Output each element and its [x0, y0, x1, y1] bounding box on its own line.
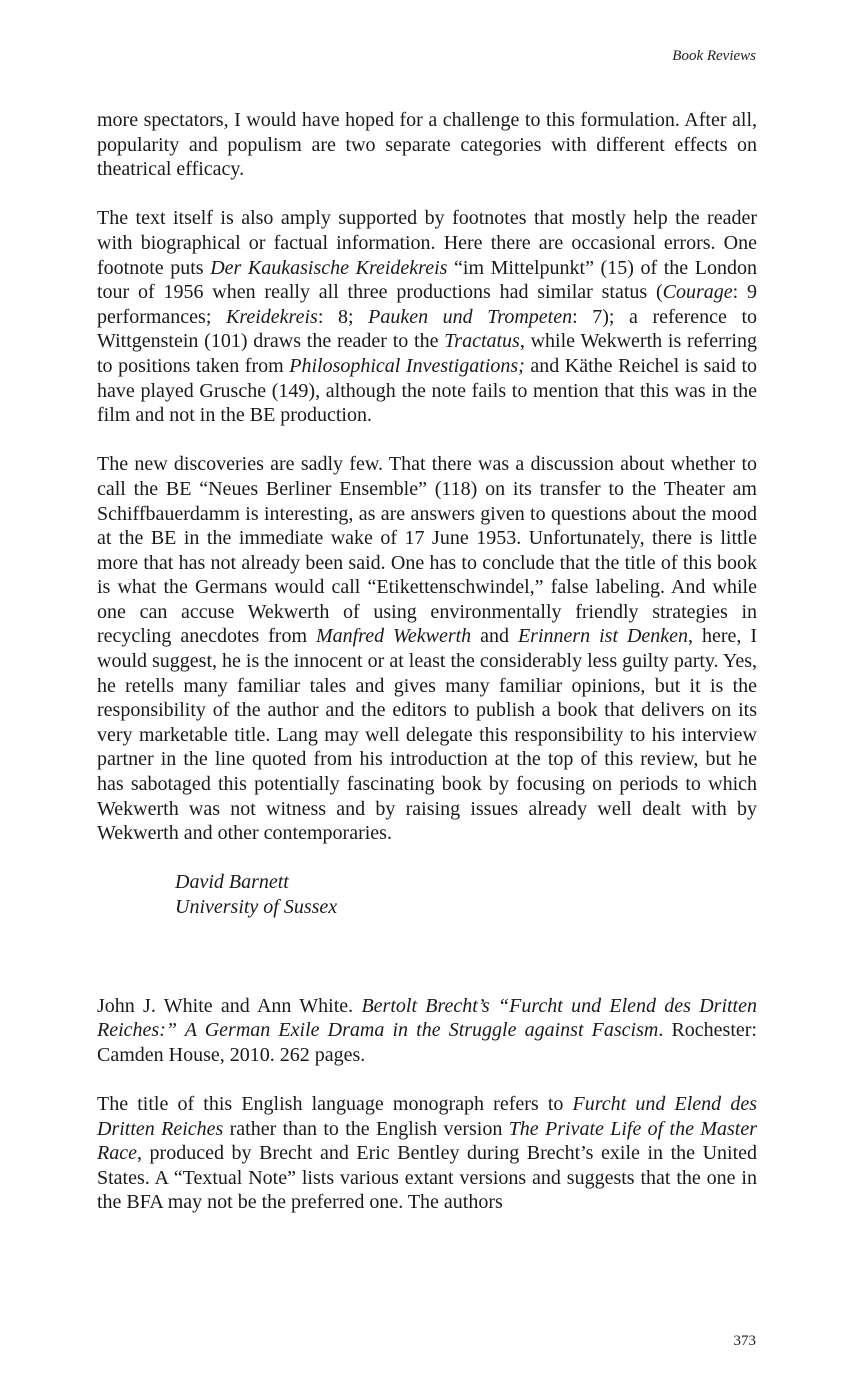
- page-number: 373: [733, 1333, 756, 1349]
- reviewer-affiliation: University of Sussex: [175, 896, 338, 918]
- review1-paragraph-1: more spectators, I would have hoped for a challenge to this formulation. After all, popularity and populism are two separate categories with different effects on theatrical efficacy.: [97, 109, 757, 181]
- body-text: [97, 108, 757, 1215]
- reviewer-name: David Barnett: [175, 871, 289, 894]
- review2-citation: John J. White and Ann White. Bertolt Brecht’s “Furcht und Elend des Dritten Reiches:” A German Exile Drama in the Struggle against Fascism. Rochester: Camden House, 2010. 262 pages.: [97, 994, 757, 1066]
- review1-paragraph-3: The new discoveries are sadly few. That there was a discussion about whether to call the BE “Neues Berliner Ensemble” (118) on its transfer to the Theater am Schiffbauerdamm is interesting, as are answers given to questions about the mood at the BE in the immediate wake of 17 June 1953. Unfortunately, there is little more that has not already been said. One has to conclude that the title of this book is what the Germans would call “Etikettenschwindel,” false labeling. And while one can accuse Wekwerth of using environmentally friendly strategies in recycling anecdotes from Manfred Wekwerth and Erinnern ist Denken, here, I would suggest, he is the innocent or at least the considerably less guilty party. Yes, he retells many familiar tales and gives many familiar opinions, but it is the responsibility of the author and the editors to publish a book that delivers on its very marketable title. Lang may well delegate this responsibility to his interview partner in the line quoted from his introduction at the top of this review, but he has sabotaged this potentially fascinating book by focusing on periods to which Wekwerth was not witness and by raising issues already well dealt with by Wekwerth and other contemporaries.: [97, 453, 757, 845]
- review1-paragraph-2: The text itself is also amply supported by footnotes that mostly help the reader with biographical or factual information. Here there are occasional errors. One footnote puts Der Kaukasische Kreidekreis “im Mittelpunkt” (15) of the London tour of 1956 when really all three productions had similar status (Courage: 9 performances; Kreidekreis: 8; Pauken und Trompeten: 7); a reference to Wittgenstein (101) draws the reader to the Tractatus, while Wekwerth is referring to positions taken from Philosophical Investigations; and Käthe Reichel is said to have played Grusche (149), although the note fails to mention that this was in the film and not in the BE production.: [97, 207, 758, 427]
- running-head: Book Reviews: [672, 48, 756, 64]
- review2-paragraph-1: The title of this English language monograph refers to Furcht und Elend des Dritten Reiches rather than to the English version The Private Life of the Master Race, produced by Brecht and Eric Bentley during Brecht’s exile in the United States. A “Textual Note” lists various extant versions and suggests that the one in the BFA may not be the preferred one. The authors: [97, 1092, 757, 1214]
